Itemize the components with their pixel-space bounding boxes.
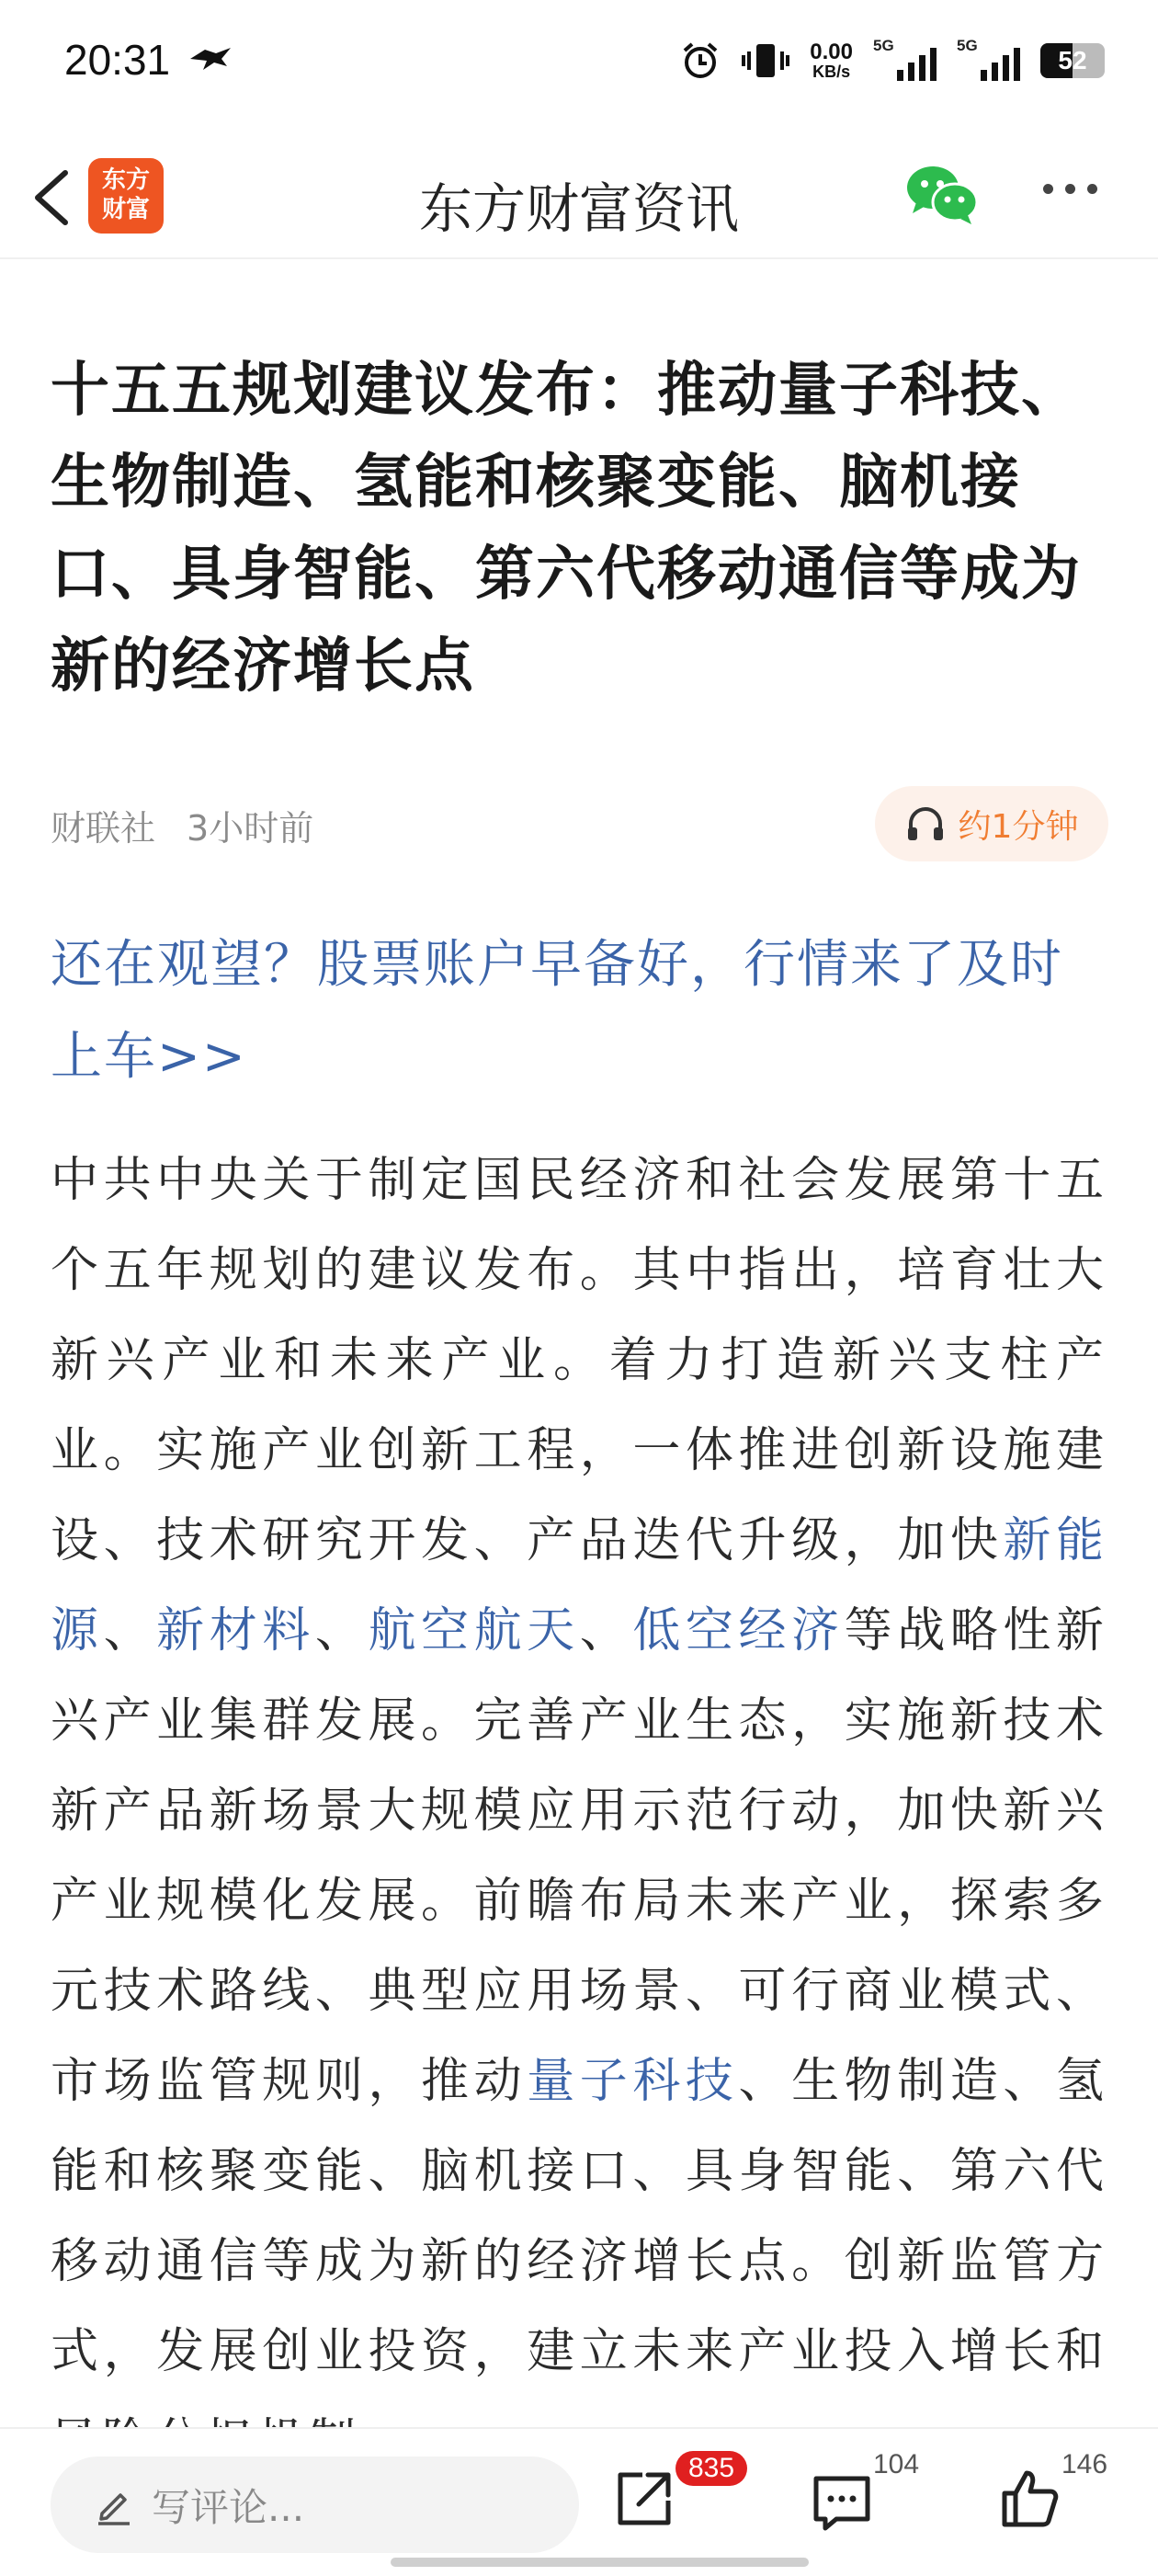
comment-count: 104	[873, 2449, 920, 2479]
wechat-icon[interactable]	[905, 162, 979, 228]
comment-input[interactable]	[51, 2456, 579, 2553]
network-speed-value: 0.00	[810, 40, 853, 64]
home-indicator[interactable]	[391, 2558, 809, 2567]
signal-1-label: 5G	[873, 37, 894, 54]
vibrate-icon	[742, 40, 789, 81]
keyword-link-aerospace[interactable]: 航空航天	[368, 1603, 580, 1658]
notification-bird-icon	[188, 44, 233, 72]
like-count: 146	[1062, 2449, 1108, 2479]
comment-icon[interactable]	[809, 2469, 875, 2536]
body-separator: 、	[579, 1603, 633, 1658]
signal-bars-icon	[981, 48, 1020, 81]
body-text-2: 等战略性新兴产业集群发展。完善产业生态，实施新技术新产品新场景大规模应用示范行动，加快新兴产业规模化发展。前瞻布局未来产业，探索多元技术路线、典型应用场景、可行商业模式、市场监管规则，推动	[51, 1603, 1107, 2109]
thumbs-up-icon[interactable]	[997, 2466, 1063, 2532]
headphones-icon	[905, 805, 946, 842]
battery-icon	[1040, 43, 1105, 78]
keyword-link-low-altitude-economy[interactable]: 低空经济	[632, 1603, 845, 1658]
pencil-icon	[93, 2484, 135, 2526]
listen-duration: 约1分钟	[958, 807, 1079, 846]
promo-link[interactable]: 还在观望？股票账户早备好，行情来了及时上车>>	[51, 935, 1063, 1087]
comment-placeholder: 写评论...	[152, 2484, 305, 2530]
article-body	[51, 1135, 1107, 2487]
signal-bars-icon	[897, 48, 937, 81]
signal-2-label: 5G	[957, 37, 978, 54]
logo-line-2: 财富	[101, 196, 150, 223]
bottom-bar	[0, 2427, 1158, 2576]
share-count-badge: 835	[676, 2451, 747, 2486]
article-source[interactable]: 财联社	[51, 808, 156, 849]
nav-bar	[0, 138, 1158, 259]
body-separator: 、	[103, 1603, 157, 1658]
alarm-icon	[679, 40, 721, 82]
status-bar	[0, 0, 1158, 124]
page-title: 东方财富资讯	[418, 177, 739, 240]
article-headline: 十五五规划建议发布：推动量子科技、生物制造、氢能和核聚变能、脑机接口、具身智能、第六代移动通信等成为新的经济增长点	[51, 357, 1082, 701]
more-icon[interactable]	[1043, 184, 1097, 194]
body-text-3: 、生物制造、氢能和核聚变能、脑机接口、具身智能、第六代移动通信等成为新的经济增长点。创新监管方式，发展创业投资，建立未来产业投入增长和	[51, 2054, 1107, 2379]
article-meta	[51, 800, 313, 850]
logo-line-1: 东方	[101, 166, 150, 194]
listen-button[interactable]	[875, 786, 1108, 861]
article-time: 3小时前	[187, 808, 314, 849]
signal-2	[957, 37, 1020, 81]
battery-level: 52	[1058, 46, 1087, 74]
body-text-1: 中共中央关于制定国民经济和社会发展第十五个五年规划的建议发布。其中指出，培育壮大新兴产业和未来产业。着力打造新兴支柱产业。实施产业创新工程，一体推进创新设施建设、技术研究开发、产品迭代升级，加快	[51, 1153, 1107, 1568]
network-speed-unit: KB/s	[812, 63, 851, 81]
share-icon[interactable]	[611, 2466, 677, 2532]
keyword-link-new-energy[interactable]: 新能源	[51, 1513, 1107, 1658]
status-time: 20:31	[64, 36, 171, 84]
keyword-link-quantum-tech[interactable]: 量子科技	[527, 2054, 739, 2109]
body-separator: 、	[314, 1603, 369, 1658]
signal-1	[873, 37, 937, 81]
network-speed	[810, 41, 853, 80]
keyword-link-new-materials[interactable]: 新材料	[156, 1603, 315, 1658]
